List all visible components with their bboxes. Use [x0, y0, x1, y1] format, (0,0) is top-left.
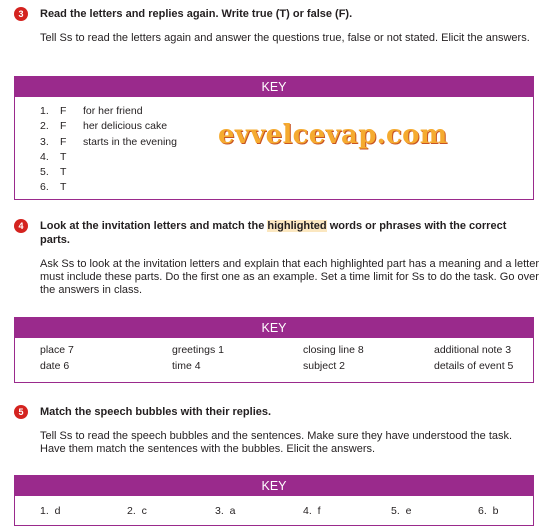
answer-number: 6. [40, 181, 49, 194]
answer-value: T [60, 150, 67, 163]
key-answer: place 7 [40, 344, 74, 356]
task-5-instruction: Tell Ss to read the speech bubbles and the sentences. Make sure they have understood the task. Have them match the sentences with the bubbles. Elicit the answers. [40, 430, 513, 455]
task-5-header [14, 405, 534, 419]
key-answer: subject 2 [303, 360, 346, 372]
task-4-header [14, 219, 534, 247]
task-number-badge: 5 [14, 405, 28, 419]
task-number-badge: 3 [14, 7, 28, 21]
answer-text: for her friend [83, 105, 143, 117]
task-5 [14, 405, 534, 456]
key-header: KEY [15, 318, 533, 338]
answer-number: 1. [40, 105, 49, 117]
key-answer: greetings 1 [172, 344, 224, 356]
task-3 [14, 7, 534, 45]
task-5-key-box [14, 475, 534, 526]
answer-row [15, 165, 533, 180]
answer-row [15, 104, 533, 119]
key-answer: date 6 [40, 360, 70, 372]
answer-number: 2. [40, 120, 49, 133]
answer-number: 3. [40, 135, 49, 148]
key-answer: closing line 8 [303, 344, 364, 356]
key-answer: 4. f [303, 505, 321, 517]
task-4-title [40, 219, 510, 247]
task-3-instruction: Tell Ss to read the letters again and answer the questions true, false or not stated. Elicit the answers. [40, 32, 530, 44]
answer-value: F [60, 105, 67, 117]
task-4 [14, 219, 539, 297]
answer-value: F [60, 135, 67, 148]
key-answer: 5. e [391, 505, 412, 517]
key-answer: 1. d [40, 505, 61, 517]
key-answer: additional note 3 [434, 344, 512, 356]
task-4-title-start: Look at the invitation letters and match the [40, 220, 268, 232]
key-answer: time 4 [172, 360, 201, 372]
task-4-instruction: Ask Ss to look at the invitation letters and explain that each highlighted part has a meaning and a letter must include these parts. Do the first one as an example. Set a time limit for Ss to do the task. Go over the answers in class. [40, 258, 539, 296]
task-3-title: Read the letters and replies again. Write true (T) or false (F). [40, 8, 353, 20]
answer-text: her delicious cake [83, 120, 168, 133]
task-3-header [14, 7, 534, 21]
task-4-key-box [14, 317, 534, 383]
answer-value: T [60, 181, 67, 194]
task-5-title: Match the speech bubbles with their replies. [40, 406, 272, 418]
highlighted-word: highlighted [267, 220, 327, 232]
watermark-logo: evvelcevap.com [218, 120, 448, 150]
key-answer: 2. c [127, 505, 147, 517]
key-answer: details of event 5 [434, 360, 514, 372]
task-number-badge: 4 [14, 219, 28, 233]
answer-value: T [60, 166, 67, 179]
key-answer: 3. a [215, 505, 236, 517]
answer-number: 4. [40, 150, 49, 163]
answer-row [15, 180, 533, 195]
key-header: KEY [15, 77, 533, 97]
answer-row [15, 150, 533, 165]
key-answer: 6. b [478, 505, 499, 517]
key-header: KEY [15, 476, 533, 496]
answer-text: starts in the evening [83, 135, 177, 148]
answer-number: 5. [40, 166, 49, 179]
answer-value: F [60, 120, 67, 133]
task-4-title-end: words or phrases with the correct parts. [40, 220, 507, 246]
